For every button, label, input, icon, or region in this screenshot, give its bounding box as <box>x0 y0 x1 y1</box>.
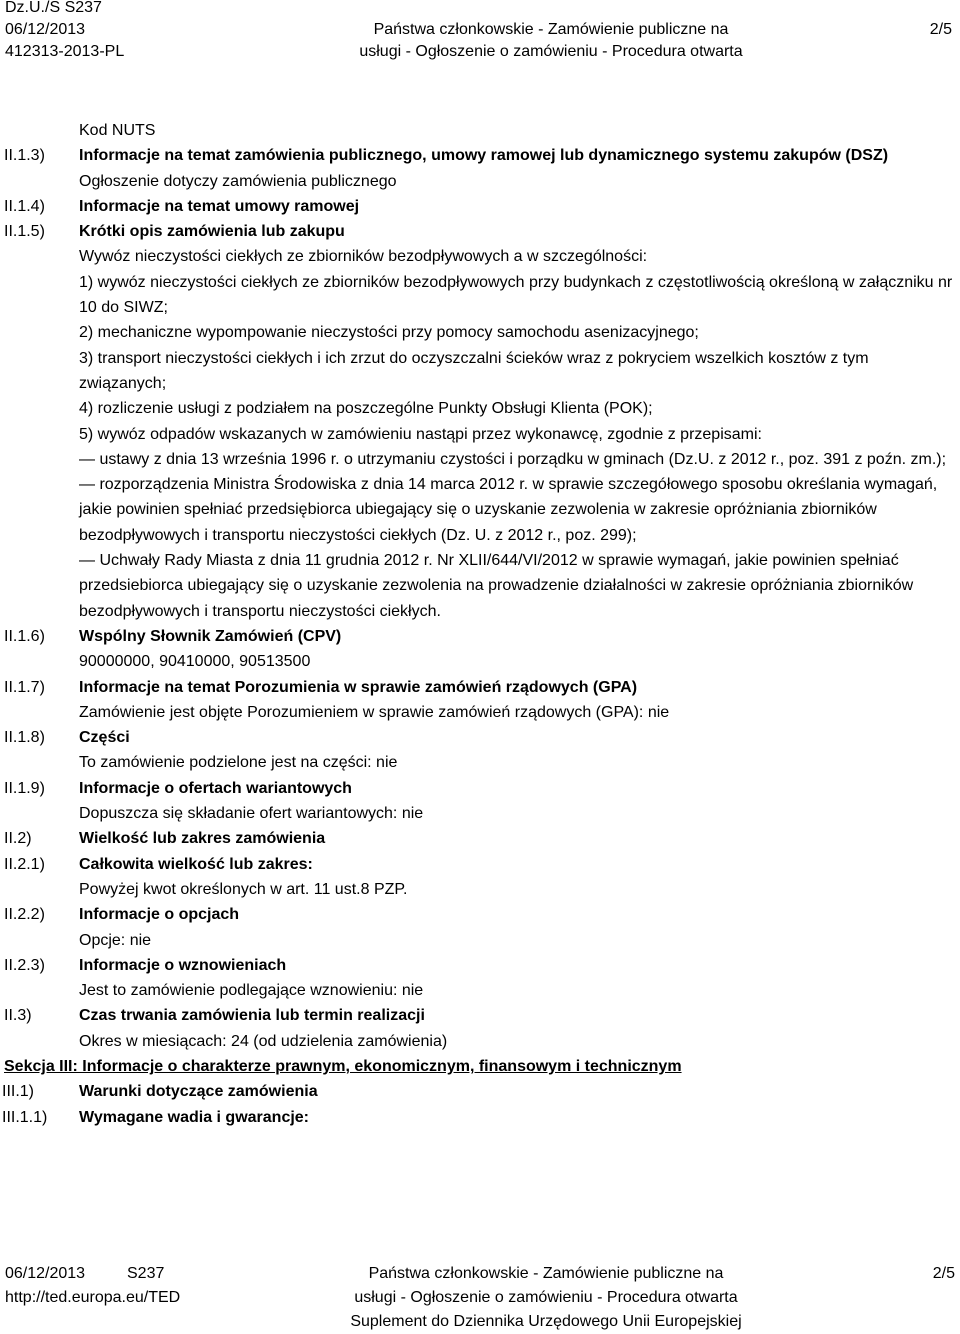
section-text: 4) rozliczenie usługi z podziałem na poszczególne Punkty Obsługi Klienta (POK); <box>79 400 653 418</box>
section-heading: Części <box>79 729 130 747</box>
section-number: II.2.3) <box>4 956 45 974</box>
page-header <box>5 0 955 70</box>
section-heading: Krótki opis zamówienia lub zakupu <box>79 223 345 241</box>
publication-date: 06/12/2013 <box>5 21 86 38</box>
section-text: Jest to zamówienie podlegające wznowieniu: nie <box>79 982 424 1000</box>
footer-title-line-1: Państwa członkowskie - Zamówienie publiczne na <box>368 1265 724 1282</box>
section-row <box>0 649 960 674</box>
section-number: II.1.9) <box>4 779 45 797</box>
section-row <box>0 852 960 877</box>
footer-page-number: 2/5 <box>932 1265 955 1282</box>
section-row <box>0 776 960 801</box>
section-text: Ogłoszenie dotyczy zamówienia publicznego <box>79 172 397 190</box>
header-title-line-1: Państwa członkowskie - Zamówienie publiczne na <box>373 21 729 38</box>
section-row <box>0 675 960 700</box>
section-text: 2) mechaniczne wypompowanie nieczystości przy pomocy samochodu asenizacyjnego; <box>79 324 699 342</box>
section-text: Okres w miesiącach: 24 (od udzielenia zamówienia) <box>79 1032 448 1050</box>
section-row <box>0 877 960 902</box>
section-row <box>0 1003 960 1028</box>
section-text: — rozporządzenia Ministra Środowiska z dnia 14 marca 2012 r. w sprawie szczegółowego sposobu określania wymagań, jakie powinien spełniać przedsiębiorca ubiegający się o uzyskanie zezwolenia w zakresie opróżniania zbiorników bezodpływowych i transportu nieczystości ciekłych (Dz. U. z 2012 r., poz. 299); <box>79 476 938 544</box>
section-heading: Wymagane wadia i gwarancje: <box>79 1108 310 1126</box>
section-row <box>0 472 960 548</box>
section-text: Zamówienie jest objęte Porozumieniem w sprawie zamówień rządowych (GPA): nie <box>79 703 670 721</box>
section-heading: Wielkość lub zakres zamówienia <box>79 830 326 848</box>
section-text: — ustawy z dnia 13 września 1996 r. o utrzymaniu czystości i porządku w gminach (Dz.U. z 2012 r., poz. 391 z poźn. zm.); <box>79 450 947 468</box>
footer-issue: S237 <box>127 1265 165 1282</box>
section-row <box>0 346 960 397</box>
section-row <box>0 902 960 927</box>
section-row <box>0 396 960 421</box>
footer-title-line-2: usługi - Ogłoszenie o zamówieniu - Procedura otwarta <box>354 1289 738 1306</box>
section-number: II.1.7) <box>4 678 45 696</box>
footer-center <box>332 1262 760 1334</box>
section-text: Opcje: nie <box>79 931 152 949</box>
journal-reference: Dz.U./S S237 <box>5 0 102 16</box>
document-body <box>0 118 960 1130</box>
section-number: II.2.2) <box>4 906 45 924</box>
section-text: To zamówienie podzielone jest na części: nie <box>79 754 398 772</box>
section-row <box>0 928 960 953</box>
section-heading: Informacje na temat Porozumienia w sprawie zamówień rządowych (GPA) <box>79 678 638 696</box>
section-row <box>0 194 960 219</box>
section-number: III.1) <box>2 1083 35 1101</box>
section-text: Kod NUTS <box>79 122 156 139</box>
section-heading: Informacje o opcjach <box>79 906 240 924</box>
section-row <box>0 1079 960 1104</box>
section-row <box>0 826 960 851</box>
section-row <box>0 725 960 750</box>
section-heading: Informacje na temat zamówienia publicznego, umowy ramowej lub dynamicznego systemu zakupów (DSZ) <box>79 147 889 165</box>
section-text: — Uchwały Rady Miasta z dnia 11 grudnia 2012 r. Nr XLII/644/VI/2012 w sprawie wymagań, jakie powinien spełniać przedsiebiorca ubiegający się o uzyskanie zezwolenia na prowadzenie działalności w zakresie opróżniania zbiorników bezodpływowych i transportu nieczystości ciekłych. <box>79 552 914 620</box>
section-row <box>0 169 960 194</box>
section-row <box>0 244 960 269</box>
section-row <box>0 270 960 321</box>
section-number: III.1.1) <box>2 1108 48 1126</box>
section-number: II.1.6) <box>4 627 45 645</box>
section-text: 90000000, 90410000, 90513500 <box>79 653 311 671</box>
section-row <box>0 548 960 624</box>
section-row <box>0 801 960 826</box>
section-text: Dopuszcza się składanie ofert wariantowych: nie <box>79 805 424 823</box>
section-row <box>0 750 960 775</box>
section-row <box>0 118 960 143</box>
section-row <box>0 978 960 1003</box>
section-text: 1) wywóz nieczystości ciekłych ze zbiorników bezodpływowych przy budynkach z częstotliwością określoną w załączniku nr 10 do SIWZ; <box>79 273 953 317</box>
section-heading: Informacje o wznowieniach <box>79 956 287 974</box>
section-heading: Warunki dotyczące zamówienia <box>79 1083 318 1101</box>
footer-url[interactable]: http://ted.europa.eu/TED <box>5 1289 181 1306</box>
section-number: II.1.5) <box>4 223 45 241</box>
section-number: II.1.8) <box>4 729 45 747</box>
section-heading: Informacje o ofertach wariantowych <box>79 779 352 797</box>
section-number: II.1.4) <box>4 197 45 215</box>
header-left <box>5 0 124 63</box>
notice-number: 412313-2013-PL <box>5 43 125 60</box>
section-3-title: Sekcja III: Informacje o charakterze prawnym, ekonomicznym, finansowym i technicznym <box>4 1057 682 1075</box>
section-number: II.2.1) <box>4 855 45 873</box>
header-title-line-2: usługi - Ogłoszenie o zamówieniu - Procedura otwarta <box>359 43 743 60</box>
section-number: II.1.3) <box>4 147 45 165</box>
section-heading: Informacje na temat umowy ramowej <box>79 197 360 215</box>
section-row <box>0 1105 960 1130</box>
section-row <box>0 143 960 168</box>
section-text: 3) transport nieczystości ciekłych i ich zrzut do oczyszczalni ścieków wraz z pokryciem wszelkich kosztów z tym związanych; <box>79 349 869 392</box>
section-number: II.2) <box>4 830 32 848</box>
section-text: Wywóz nieczystości ciekłych ze zbiorników bezodpływowych a w szczególności: <box>79 248 648 266</box>
section-row <box>0 447 960 472</box>
section-heading: Czas trwania zamówienia lub termin realizacji <box>79 1007 425 1025</box>
section-row <box>0 953 960 978</box>
section-heading: Wspólny Słownik Zamówień (CPV) <box>79 627 342 645</box>
section-text: Powyżej kwot określonych w art. 11 ust.8 PZP. <box>79 880 408 898</box>
footer-supplement: Suplement do Dziennika Urzędowego Unii Europejskiej <box>350 1313 742 1330</box>
header-center <box>337 19 765 63</box>
section-row <box>0 422 960 447</box>
header-page-number: 2/5 <box>929 21 952 38</box>
section-row <box>0 700 960 725</box>
section-number: II.3) <box>4 1007 32 1025</box>
section-row <box>0 624 960 649</box>
footer-date: 06/12/2013 <box>5 1265 86 1282</box>
section-text: 5) wywóz odpadów wskazanych w zamówieniu nastąpi przez wykonawcę, zgodnie z przepisami: <box>79 425 762 443</box>
section-heading: Całkowita wielkość lub zakres: <box>79 855 313 873</box>
section-row <box>0 320 960 345</box>
section-row <box>0 219 960 244</box>
section-row <box>0 1029 960 1054</box>
